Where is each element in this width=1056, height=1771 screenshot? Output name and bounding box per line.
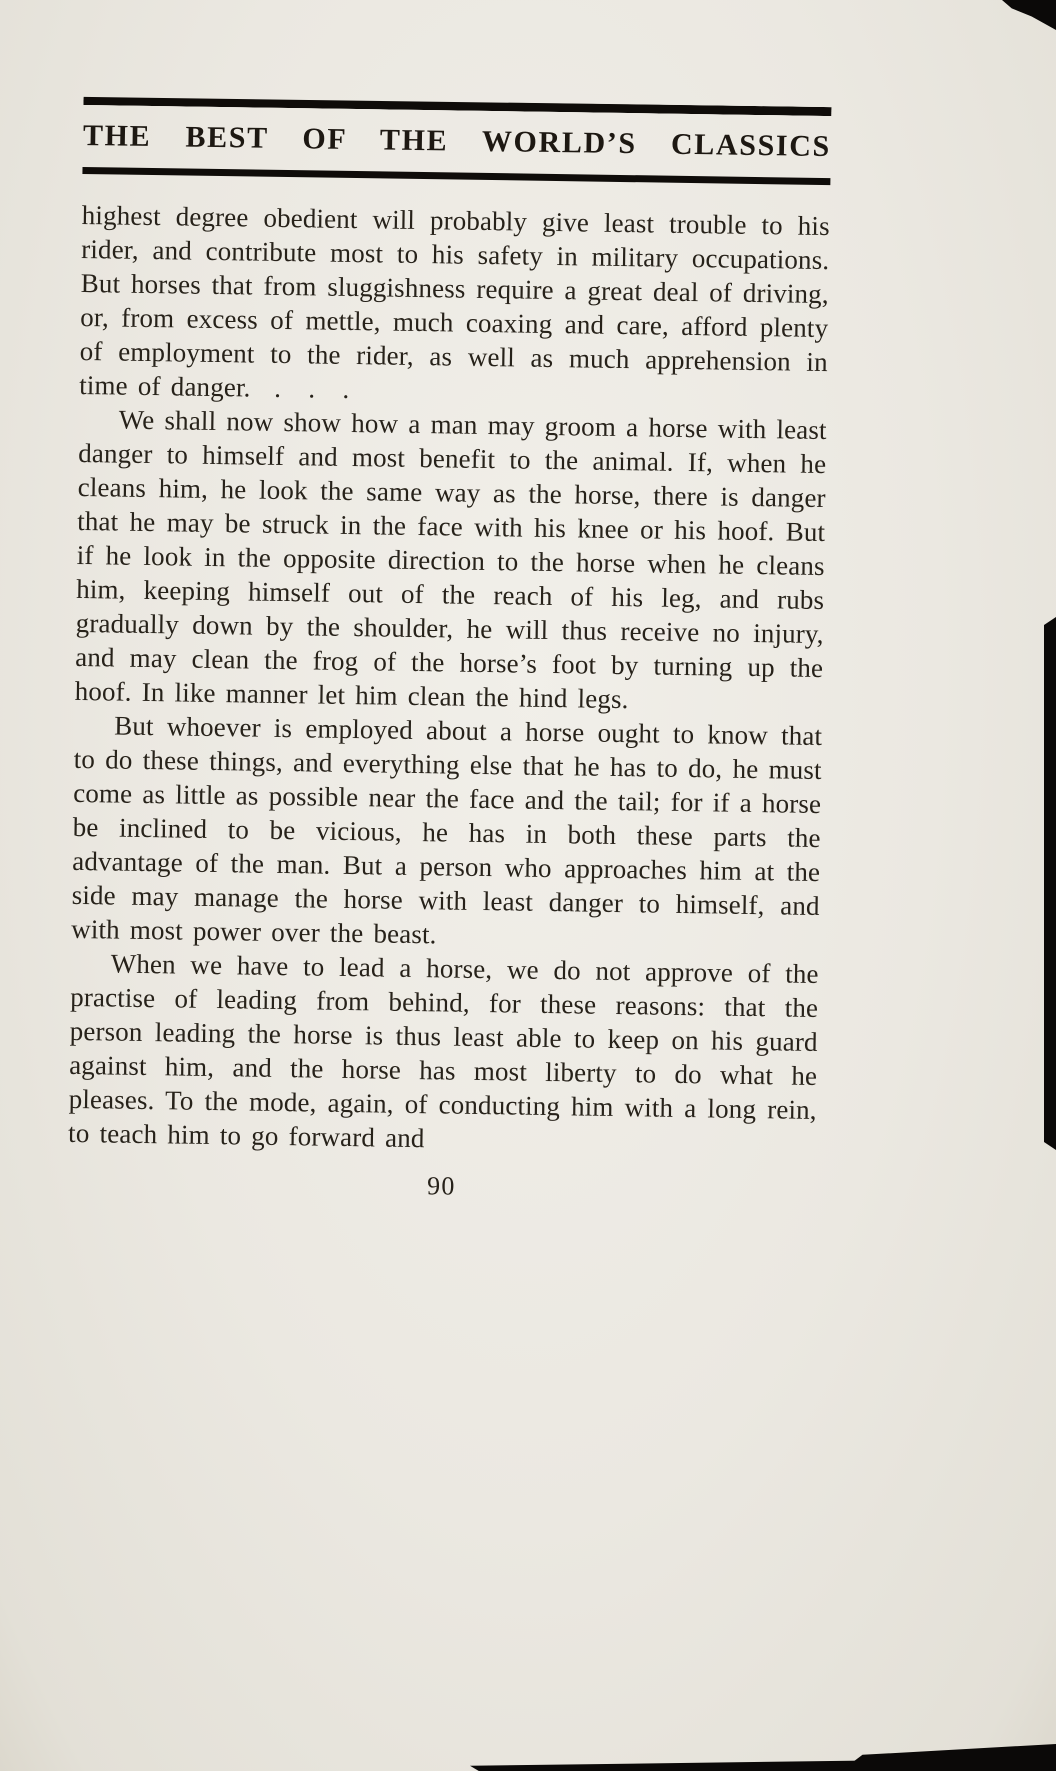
paragraph: But whoever is employed about a horse ought to know that to do these things, and everything else that he has to do, he must come as little as possible near the face and the tail; for if a horse be inclined to be vicious, he has in both these parts the advantage of the man. But a person who approaches him at the side may manage the horse with least danger to himself, and with most power over the beast. [70, 710, 823, 950]
body-text [68, 198, 830, 1161]
paragraph: highest degree obedient will probably give least trouble to his rider, and contribute most to his safety in military occupations. But horses that from sluggishness require a great deal of driving, or, from excess of mettle, much coaxing and care, afford plenty of employment to the rider, as well as much apprehension in time of danger. . . . [79, 199, 830, 404]
paragraph: When we have to lead a horse, we do not approve of the practise of leading from behind, for these reasons: that the person leading the horse is thus least able to keep on his guard against him, and the horse has most liberty to do what he pleases. To the mode, again, of conducting him with a long rein, to teach him to go forward and [67, 948, 819, 1154]
paragraph: We shall now show how a man may groom a horse with least danger to himself and most benefit to the animal. If, when he cleans him, he look the same way as the horse, there is danger that he may be struck in the face with his knee or his hoof. But if he look in the opposite direction to the horse when he cleans him, keeping himself out of the reach of his leg, and rubs gradually down by the shoulder, he will thus receive no injury, and may clean the frog of the horse’s foot by turning up the hoof. In like manner let him clean the hind legs. [74, 404, 827, 715]
scan-artifact-corner-top-right [1002, 0, 1056, 30]
scan-artifact-right-edge-bar [1044, 617, 1056, 1150]
scan-artifact-bottom-right-wedge [841, 1744, 1056, 1771]
running-head-title: THE BEST OF THE WORLD’S CLASSICS [82, 118, 832, 164]
page-number: 90 [426, 1171, 456, 1201]
page-content [67, 0, 833, 1207]
header-rule-top [83, 96, 831, 116]
header-rule-bottom [82, 167, 830, 185]
